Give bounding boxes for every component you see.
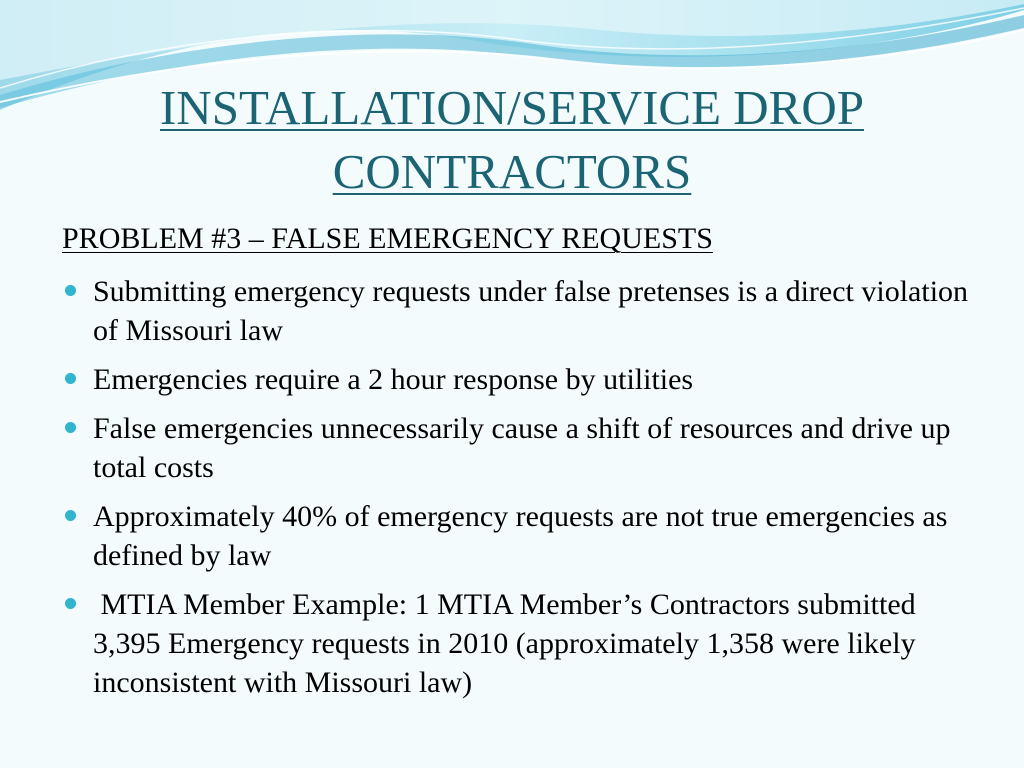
bullet-icon [65,373,76,384]
bullet-icon [65,598,76,609]
list-item [62,585,972,702]
problem-heading: PROBLEM #3 – FALSE EMERGENCY REQUESTS [62,222,713,255]
list-item [62,272,972,350]
bullet-icon [65,422,76,433]
bullet-icon [65,285,76,296]
slide-title-line2: CONTRACTORS [332,144,692,199]
list-item [62,409,972,487]
list-item [62,497,972,575]
bullet-text: Approximately 40% of emergency requests are not true emergencies as defined by law [93,500,948,572]
bullet-list [62,272,972,712]
bullet-text: Emergencies require a 2 hour response by utilities [93,363,694,396]
bullet-icon [65,510,76,521]
bullet-text: False emergencies unnecessarily cause a shift of resources and drive up total costs [93,412,951,484]
bullet-text: Submitting emergency requests under false pretenses is a direct violation of Missouri law [93,275,969,347]
slide-title-line1: INSTALLATION/SERVICE DROP [159,80,865,135]
bullet-text: MTIA Member Example: 1 MTIA Member’s Contractors submitted 3,395 Emergency requests in 2010 (approximately 1,358 were likely inconsistent with Missouri law) [93,588,916,699]
list-item [62,360,972,399]
slide-title [0,76,1024,204]
